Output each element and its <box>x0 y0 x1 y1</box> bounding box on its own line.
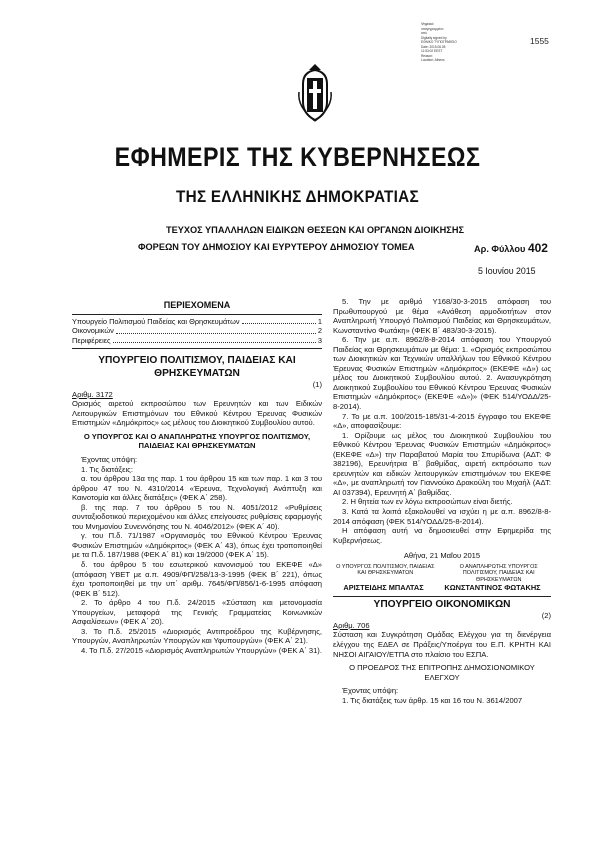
sheet-number <box>474 241 548 255</box>
divider <box>72 348 322 349</box>
toc-leader <box>116 326 316 334</box>
page-number: 1555 <box>530 36 549 46</box>
issue-line-1: ΤΕΥΧΟΣ ΥΠΑΛΛΗΛΩΝ ΕΙΔΙΚΩΝ ΘΕΣΕΩΝ ΚΑΙ ΟΡΓΑΝΩΝ ΔΙΟΙΚΗΣΗΣ <box>166 225 464 235</box>
authority-heading: Ο ΥΠΟΥΡΓΟΣ ΚΑΙ Ο ΑΝΑΠΛΗΡΩΤΗΣ ΥΠΟΥΡΓΟΣ ΠΟΛΙΤΙΣΜΟΥ, ΠΑΙΔΕΙΑΣ ΚΑΙ ΘΡΗΣΚΕΥΜΑΤΩΝ <box>83 431 311 451</box>
left-paragraphs <box>72 455 322 655</box>
date-place: Αθήνα, 21 Μαΐου 2015 <box>403 551 481 561</box>
toc-label: Οικονομικών <box>72 326 114 336</box>
toc-leader <box>113 336 316 344</box>
divider <box>72 314 322 315</box>
gazette-title: ΕΦΗΜΕΡΙΣ ΤΗΣ ΚΥΒΕΡΝΗΣΕΩΣ <box>114 142 481 172</box>
paragraph: 1. Τις διατάξεις των άρθρ. 15 και 16 του Ν. 3614/2007 <box>342 695 523 705</box>
ministry-heading: ΥΠΟΥΡΓΕΙΟ ΠΟΛΙΤΙΣΜΟΥ, ΠΑΙΔΕΙΑΣ ΚΑΙ ΘΡΗΣΚΕΥΜΑΤΩΝ <box>98 355 296 379</box>
stamp-line: Location: Athens <box>421 58 445 62</box>
stamp-line: υπογεγραμμένο <box>421 26 444 31</box>
paragraph: γ. του Π.δ. 71/1987 «Οργανισμός του Εθνικού Κέντρου Έρευνας Φυσικών Επιστημών «Δημόκριτος» (ΦΕΚ Α΄ 43), όπως έχει τροποποιηθεί με τα Π.δ. 187/1988 (ΦΕΚ Α΄ 81) και 19/2000 (ΦΕΚ Α΄ 15). <box>72 531 322 560</box>
decision-title: Ορισμός αιρετού εκπροσώπου των Ερευνητών και των Ειδικών Λειτουργικών Επιστημόνων του Εθνικού Κέντρου Έρευνας Φυσικών Επιστημών «Δημόκριτος» ως μέλους του Διοικητικού Συμβουλίου αυτού. <box>72 399 322 428</box>
toc-item <box>72 336 322 346</box>
paragraph: 7. Το με α.π. 100/2015-185/31-4-2015 έγγραφο του ΕΚΕΦΕ «Δ», αποφασίζουμε: <box>333 411 551 431</box>
signature-titles <box>333 564 551 584</box>
toc-list <box>72 317 322 346</box>
gazette-subtitle: ΤΗΣ ΕΛΛΗΝΙΚΗΣ ΔΗΜΟΚΡΑΤΙΑΣ <box>176 187 419 206</box>
left-column <box>72 297 322 655</box>
paragraph: α. του άρθρου 13α της παρ. 1 του άρθρου 15 και των παρ. 1 και 3 του άρθρου 47 του Ν. 4310/2014 «Έρευνα, Τεχνολογική Ανάπτυξη και Καινοτομία και άλλες διατάξεις» (ΦΕΚ Α΄ 258). <box>72 474 322 503</box>
right-column <box>333 297 551 705</box>
paragraph: δ. του άρθρου 5 του εσωτερικού κανονισμού του ΕΚΕΦΕ «Δ» (απόφαση ΥΒΕΤ με α.π. 4909/ΦΠ/258/13-3-1995 (ΦΕΚ Β΄ 221), όπως έχει τροποποιηθεί με την υπ΄ αριθμ. 7645/ΦΠ/856/1-6-1995 απόφαση (ΦΕΚ Β΄ 512). <box>72 559 322 598</box>
stamp-line: από <box>421 31 427 35</box>
paragraph: Η απόφαση αυτή να δημοσιευθεί στην Εφημερίδα της Κυβερνήσεως. <box>333 526 551 545</box>
paragraph: 1. Τις διατάξεις: <box>81 464 133 474</box>
coat-of-arms-icon <box>295 62 335 122</box>
stamp-line: Digitally signed by <box>421 35 447 40</box>
paragraph: 2. Η θητεία των εν λόγω εκπροσώπων είναι διετής. <box>342 497 513 507</box>
stamp-line: Date: 2015.06.05 <box>421 44 446 49</box>
right-paragraphs <box>333 297 551 545</box>
decision2-marker: (2) <box>541 611 551 621</box>
decision-marker: (1) <box>312 380 322 390</box>
toc-label: Περιφέρειες <box>72 335 111 345</box>
right-paragraphs-2 <box>333 686 551 705</box>
paragraph: 4. Το Π.δ. 27/2015 «Διορισμός Αναπληρωτών Υπουργών» (ΦΕΚ Α΄ 31). <box>81 645 322 655</box>
authority2-heading: Ο ΠΡΟΕΔΡΟΣ ΤΗΣ ΕΠΙΤΡΟΠΗΣ ΔΗΜΟΣΙΟΝΟΜΙΚΟΥ ΕΛΕΓΧΟΥ <box>349 663 535 682</box>
stamp-line: 11:53:02 EEST <box>421 49 443 53</box>
paragraph: 3. Κατά τα λοιπά εξακολουθεί να ισχύει η με α.π. 8962/8-8-2014 απόφαση (ΦΕΚ 514/ΥΟΔΔ/25-8-2014). <box>333 507 551 526</box>
paragraph: Έχοντας υπόψη: <box>342 686 399 696</box>
toc-page: 2 <box>317 326 322 336</box>
signer-left: ΑΡΙΣΤΕΙΔΗΣ ΜΠΑΛΤΑΣ <box>343 583 424 593</box>
stamp-line: Ψηφιακά <box>421 22 434 26</box>
paragraph: 1. Ορίζουμε ως μέλος του Διοικητικού Συμβουλίου του Εθνικού Κέντρου Έρευνας Φυσικών Επιστημών «Δημόκριτος» (ΕΚΕΦΕ «Δ») την Παραβατού Μαρία του Σπυρίδωνα (ΑΔΤ: Φ 382196), Ερευνήτρια Β΄ βαθμίδας, αιρετή εκπρόσωπο των ερευνητών και ειδικών λειτουργικών επιστημόνων του ΕΚΕΦΕ «Δ», με αναπληρωτή τον Γιαννούκο Δρακούλη του Μιχαήλ (ΑΔΤ: ΑΙ 037394), Ερευνητή Α΄ βαθμίδας. <box>333 430 551 497</box>
digital-signature-stamp <box>421 22 471 63</box>
paragraph: 6. Την με α.π. 8962/8-8-2014 απόφαση του Υπουργού Παιδείας και Θρησκευμάτων με θέμα: 1. «Ορισμός εκπροσώπου των Διοικητικών και Τεχνικών υπαλλήλων του Εθνικού Κέντρου Έρευνας Φυσικών Επιστημών «Δημόκριτος» (ΕΚΕΦΕ «Δ») ως μέλος του Διοικητικού Συμβουλίου αυτού. 2. Ανασυγκρότηση Διοικητικού Συμβουλίου του Εθνικού Κέντρου Έρευνας Φυσικών Επιστημών «Δημόκριτος» (ΕΚΕΦΕ «Δ»)» (ΦΕΚ 514/ΥΟΔΔ/25-8-2014). <box>333 335 551 412</box>
toc-heading: ΠΕΡΙΕΧΟΜΕΝΑ <box>163 300 231 310</box>
sheet-label: Αρ. Φύλλου <box>474 244 526 254</box>
sign-title-left: Ο ΥΠΟΥΡΓΟΣ ΠΟΛΙΤΙΣΜΟΥ, ΠΑΙΔΕΙΑΣ ΚΑΙ ΘΡΗΣΚΕΥΜΑΤΩΝ <box>336 563 435 577</box>
stamp-line: Reason: <box>421 53 433 58</box>
paragraph: β. της παρ. 7 του άρθρου 5 του Ν. 4051/2012 «Ρυθμίσεις συνταξιοδοτικού περιεχομένου και άλλες επείγουσες ρυθμίσεις εφαρμογής του Μνημονίου Συνεννόησης του Ν. 4046/2012» (ΦΕΚ Α΄ 40). <box>72 502 322 531</box>
paragraph: 3. Το Π.δ. 25/2015 «Διορισμός Αντιπροέδρου της Κυβέρνησης, Υπουργών, Αναπληρωτών Υπουργών και Υφυπουργών» (ΦΕΚ Α΄ 21). <box>72 626 322 646</box>
toc-item <box>72 326 322 336</box>
stamp-line: EΘΝΙΚΟ ΤΥΠΟΓΡΑΦΕΙΟ <box>421 40 457 44</box>
decision2-title: Σύσταση και Συγκρότηση Ομάδας Ελέγχου για τη διενέργεια ελέγχου της ΕΔΕΛ σε Πράξεις/Υποέργα του Ε.Π. ΚΡΗΤΗ ΚΑΙ ΝΗΣΟΙ ΑΙΓΑΙΟΥ/ΕΤΠΑ στο πλαίσιο του ΕΣΠΑ. <box>333 630 551 659</box>
issue-date: 5 Ιουνίου 2015 <box>478 266 536 276</box>
decision-number: Αριθμ. 3172 <box>72 389 113 399</box>
toc-page: 1 <box>317 316 322 326</box>
decision2-number: Αριθμ. 706 <box>333 620 370 630</box>
toc-item <box>72 317 322 327</box>
paragraph: 5. Την με αριθμό Υ168/30-3-2015 απόφαση του Πρωθυπουργού με θέμα «Ανάθεση αρμοδιοτήτων στον Αναπληρωτή Υπουργό Πολιτισμού Παιδείας και Θρησκευμάτων, Κωνσταντίνο Φωτάκη» (ΦΕΚ Β΄ 483/30-3-2015). <box>333 297 551 335</box>
sheet-number-value: 402 <box>527 241 548 255</box>
ministry2-heading: ΥΠΟΥΡΓΕΙΟ ΟΙΚΟΝΟΜΙΚΩΝ <box>373 598 511 610</box>
signers <box>333 583 551 593</box>
divider <box>333 596 551 597</box>
signer-right: ΚΩΝΣΤΑΝΤΙΝΟΣ ΦΩΤΑΚΗΣ <box>444 583 541 593</box>
toc-leader <box>242 317 316 325</box>
paragraph: Έχοντας υπόψη: <box>81 454 138 464</box>
toc-label: Υπουργείο Πολιτισμού Παιδείας και Θρησκευμάτων <box>72 316 240 326</box>
issue-line-2: ΦΟΡΕΩΝ ΤΟΥ ΔΗΜΟΣΙΟΥ ΚΑΙ ΕΥΡΥΤΕΡΟΥ ΔΗΜΟΣΙΟΥ ΤΟΜΕΑ <box>138 242 415 252</box>
paragraph: 2. Το άρθρο 4 του Π.δ. 24/2015 «Σύσταση και μετονομασία Υπουργείων, μεταφορά της Γενικής Γραμματείας Κοινωνικών Ασφαλίσεων» (ΦΕΚ Α΄ 20). <box>72 598 322 627</box>
sign-title-right: Ο ΑΝΑΠΛΗΡΩΤΗΣ ΥΠΟΥΡΓΟΣ ΠΟΛΙΤΙΣΜΟΥ, ΠΑΙΔΕΙΑΣ ΚΑΙ ΘΡΗΣΚΕΥΜΑΤΩΝ <box>459 563 538 583</box>
toc-page: 3 <box>317 335 322 345</box>
